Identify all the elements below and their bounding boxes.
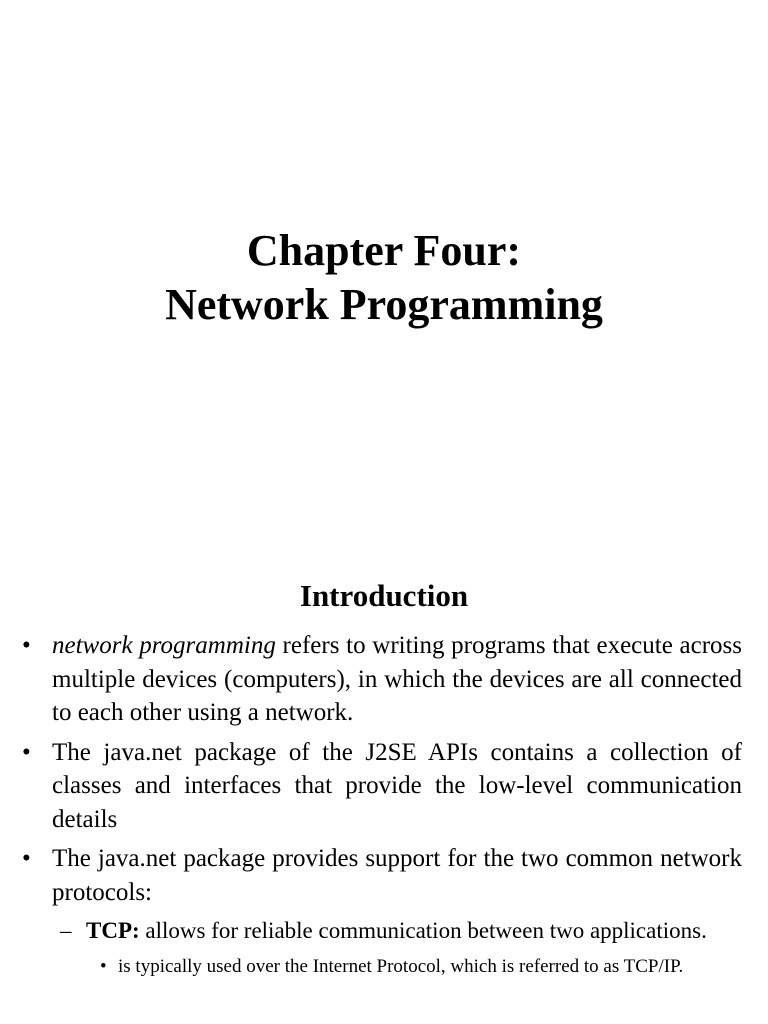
chapter-title — [0, 224, 768, 332]
sub-bullet-term: TCP: — [86, 918, 140, 943]
bullet-text: The java.net package provides support for the two common network protocols: — [52, 845, 742, 906]
section-heading: Introduction — [299, 578, 469, 613]
slide-content — [0, 629, 768, 978]
chapter-title-line-1: Chapter Four: — [246, 226, 522, 275]
sub-bullet-item — [0, 915, 768, 947]
subsub-bullet-marker: • — [100, 956, 107, 977]
bullet-marker: • — [22, 738, 31, 766]
bullet-text: refers to writing programs that execute across multiple devices (computers), in which the devices are all connected to each other using a network. — [52, 632, 742, 726]
sub-bullet-text: allows for reliable communication between two applications. — [139, 918, 707, 943]
bullet-item — [0, 629, 768, 730]
chapter-title-line-2: Network Programming — [165, 280, 603, 329]
bullet-marker: • — [22, 632, 31, 659]
bullet-item — [0, 842, 768, 909]
bullet-item — [0, 736, 768, 837]
subsub-bullet-text: is typically used over the Internet Protocol, which is referred to as TCP/IP. — [118, 956, 684, 977]
bullet-emphasis: network programming — [52, 632, 276, 659]
subsub-bullet-item — [0, 955, 768, 978]
sub-bullet-marker: – — [60, 918, 72, 943]
bullet-text: The java.net package of the J2SE APIs contains a collection of classes and interfaces that provide the low-level communication details — [52, 738, 742, 833]
bullet-marker: • — [22, 845, 31, 872]
